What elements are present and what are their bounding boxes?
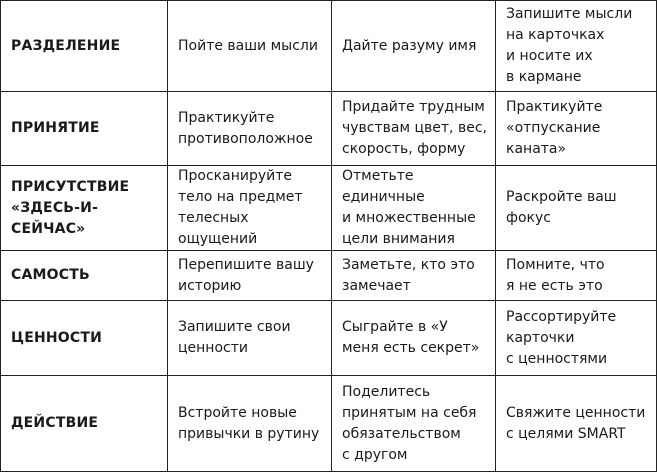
table-cell: Сыграйте в «У меня есть секрет» [332,301,496,376]
table-row [1,1,657,92]
table-cell: Заметьте, кто это замечает [332,251,496,301]
table-cell: Практикуйте противоположное [168,92,332,166]
table-cell: Отметьте единичные и множественные цели внимания [332,166,496,251]
table-cell: Встройте новые привычки в рутину [168,376,332,472]
table-cell: Дайте разуму имя [332,1,496,92]
row-category: ПРИСУТСТВИЕ «ЗДЕСЬ-И-СЕЙЧАС» [1,166,168,251]
table-cell: Перепишите вашу историю [168,251,332,301]
table-cell: Помните, что я не есть это [496,251,657,301]
table-row [1,376,657,472]
row-category: ЦЕННОСТИ [1,301,168,376]
table-row [1,92,657,166]
row-category: САМОСТЬ [1,251,168,301]
table-row [1,301,657,376]
table-cell: Практикуйте «отпускание каната» [496,92,657,166]
table-cell: Запишите свои ценности [168,301,332,376]
table-row [1,166,657,251]
table-cell: Рассортируйте карточки с ценностями [496,301,657,376]
table-cell: Раскройте ваш фокус [496,166,657,251]
table-cell: Поделитесь принятым на себя обязательством с другом [332,376,496,472]
table-row [1,251,657,301]
row-category: РАЗДЕЛЕНИЕ [1,1,168,92]
row-category: ПРИНЯТИЕ [1,92,168,166]
table-cell: Запишите мысли на карточках и носите их в кармане [496,1,657,92]
table-cell: Пойте ваши мысли [168,1,332,92]
row-category: ДЕЙСТВИЕ [1,376,168,472]
table-cell: Просканируйте тело на предмет телесных ощущений [168,166,332,251]
table-cell: Придайте трудным чувствам цвет, вес, скорость, форму [332,92,496,166]
table-cell: Свяжите ценности с целями SMART [496,376,657,472]
